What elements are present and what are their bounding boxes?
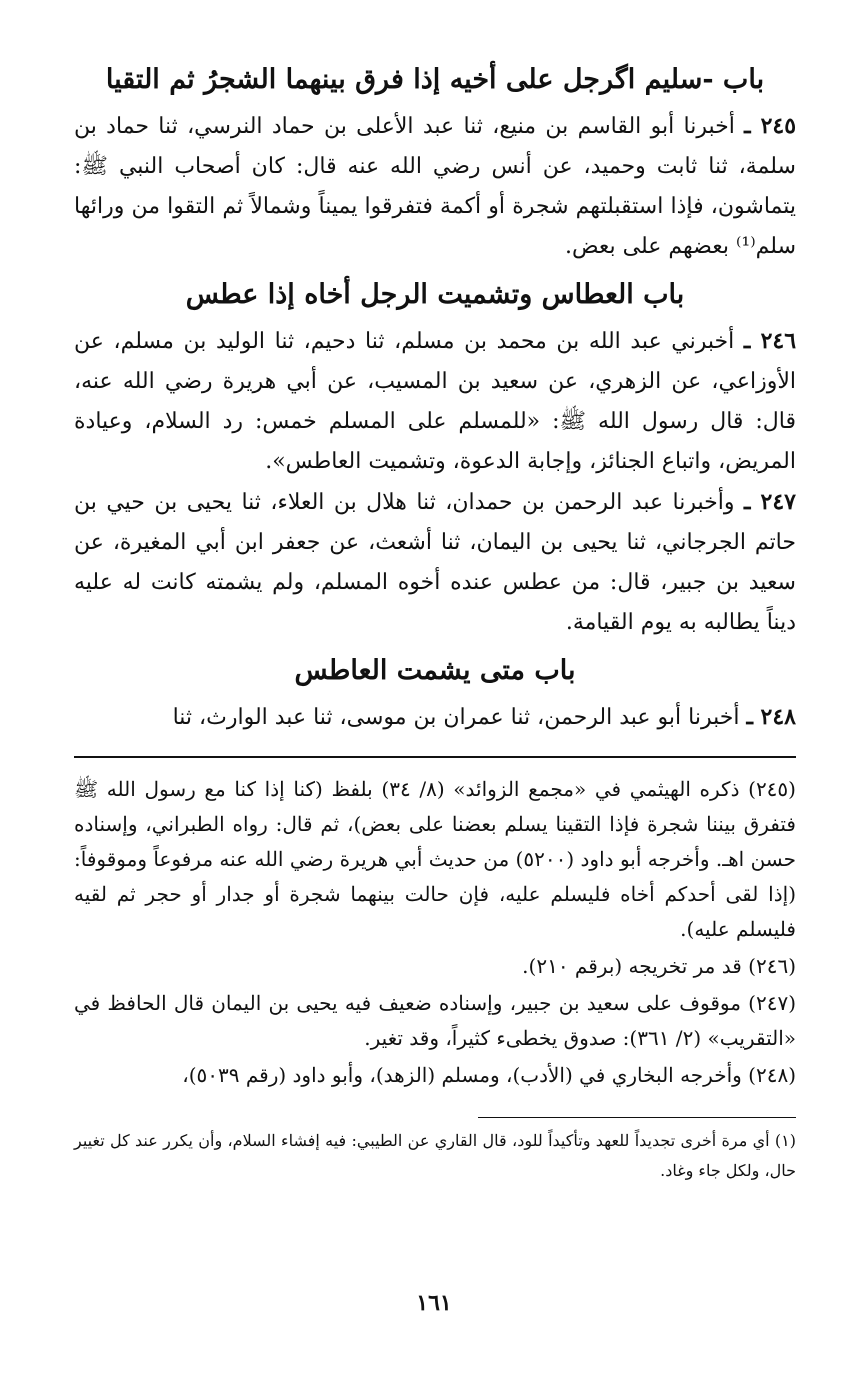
entry-text: أخبرنا أبو عبد الرحمن، ثنا عمران بن موسى، ثنا عبد الوارث، ثنا — [172, 705, 740, 730]
hadith-entry — [74, 697, 796, 738]
entry-number: ٢٤٧ ـ — [743, 489, 796, 515]
page-number: ١٦١ — [416, 1290, 452, 1316]
entry-text: أخبرنا أبو القاسم بن منيع، ثنا عبد الأعلى بن حماد النرسي، ثنا حماد بن سلمة، ثنا ثابت وحميد، عن أنس رضي الله عنه قال: كان أصحاب النبي ﷺ: يتماشون، فإذا استقبلتهم شجرة أو أكمة فتفرقوا يميناً وشمالاً ثم التقوا من ورائها سلم⁽¹⁾ بعضهم على بعض. — [74, 114, 796, 259]
entry-text: وأخبرنا عبد الرحمن بن حمدان، ثنا هلال بن العلاء، ثنا يحيى بن حيي بن حاتم الجرجاني، ثنا يحيى بن اليمان، ثنا أشعث، عن جعفر ابن أبي المغيرة، عن سعيد بن جبير، قال: من عطس عنده أخوه المسلم، ولم يشمته كانت له عليه ديناً يطالبه به يوم القيامة. — [74, 490, 796, 635]
section-heading: باب متى يشمت العاطس — [294, 655, 576, 686]
entry-number: ٢٤٦ ـ — [743, 328, 797, 354]
footnote: (٢٤٧) موقوف على سعيد بن جبير، وإسناده ضعيف فيه يحيى بن اليمان قال الحافظ في «التقريب» (٢/ ٣٦١): صدوق يخطىء كثيراً، وقد تغير. — [74, 991, 796, 1050]
section-heading: باب العطاس وتشميت الرجل أخاه إذا عطس — [185, 279, 685, 310]
section-heading: باب -سليم اگرجل على أخيه إذا فرق بينهما الشجرُ ثم التقيا — [105, 64, 765, 95]
footnote: (٢٤٦) قد مر تخريجه (برقم ٢١٠). — [522, 954, 796, 978]
section-when-to-bless — [74, 651, 796, 738]
footnote: (٢٤٥) ذكره الهيثمي في «مجمع الزوائد» (٨/ ٣٤) بلفظ (كنا إذا كنا مع رسول الله ﷺ فتفرق بيننا شجرة فإذا التقينا يسلم بعضنا على بعض)، ثم قال: رواه الطبراني، وإسناده حسن اهـ. وأخرجه أبو داود (٥٢٠٠) من حديث أبي هريرة رضي الله عنه مرفوعاً وموقوفاً: (إذا لقى أحدكم أخاه فليسلم عليه، فإن حالت بينهما شجرة أو جدار أو حجر ثم لقيه فليسلم عليه). — [74, 777, 796, 941]
footnote: (٢٤٨) وأخرجه البخاري في (الأدب)، ومسلم (الزهد)، وأبو داود (رقم ٥٠٣٩)، — [182, 1063, 796, 1087]
hadith-entry — [74, 482, 796, 643]
hadith-entry — [74, 106, 796, 267]
section-greeting — [74, 60, 796, 267]
entry-number: ٢٤٨ ـ — [746, 704, 796, 730]
entry-number: ٢٤٥ ـ — [744, 113, 797, 139]
footnotes-divider — [74, 756, 796, 758]
footnotes — [74, 772, 796, 1093]
margin-note: (١) أي مرة أخرى تجديداً للعهد وتأكيداً للود، قال القاري عن الطيبي: فيه إفشاء السلام، وأن يكرر عند كل تغيير حال، ولكل جاء وغاد. — [74, 1131, 796, 1180]
hadith-entry — [74, 321, 796, 482]
section-sneezing — [74, 275, 796, 643]
entry-text: أخبرني عبد الله بن محمد بن مسلم، ثنا دحيم، ثنا الوليد بن مسلم، عن الأوزاعي، عن الزهري، عن سعيد بن المسيب، عن أبي هريرة رضي الله عنه، قال: قال رسول الله ﷺ: «للمسلم على المسلم خمس: رد السلام، وعيادة المريض، واتباع الجنائز، وإجابة الدعوة، وتشميت العاطس». — [74, 329, 796, 474]
note-divider — [478, 1117, 796, 1118]
